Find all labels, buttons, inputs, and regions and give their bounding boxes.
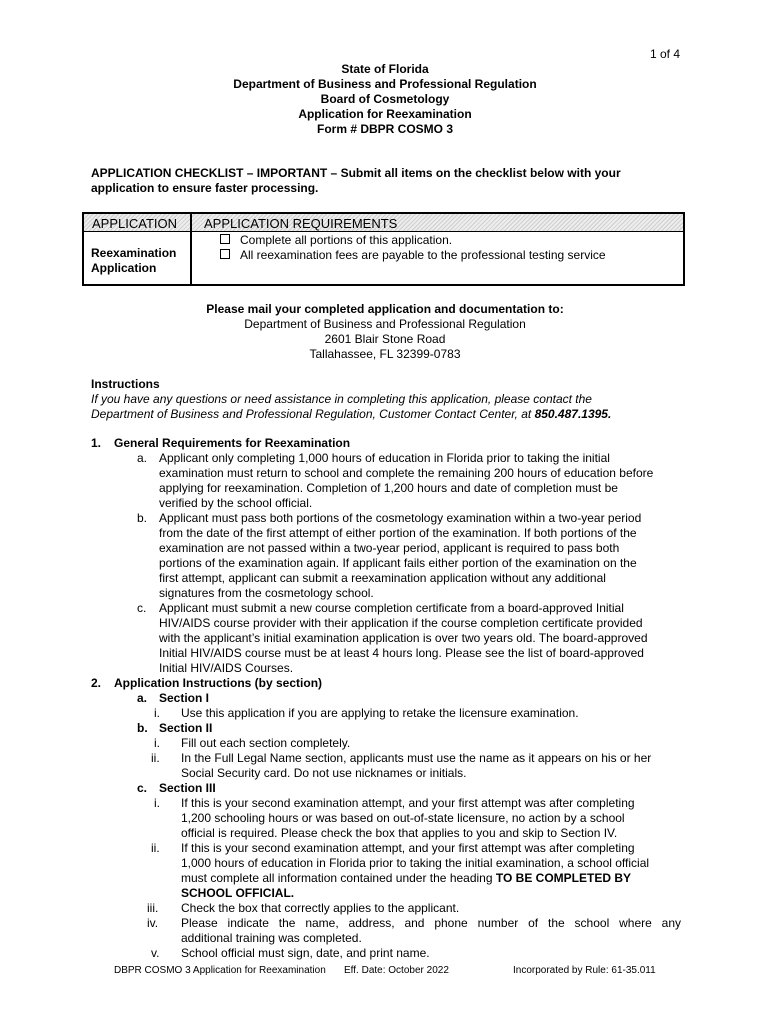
footer-rule: Incorporated by Rule: 61-35.011 [513,965,656,976]
section1-item-line: first attempt, applicant can submit a reexamination application without any additional [159,571,606,585]
section1-title: General Requirements for Reexamination [114,436,351,450]
roman-label: iii. [147,901,159,915]
section1-item-line: from the date of the first attempt of either portion of the examination. If both portions of the [159,526,637,540]
section2c-text: must complete all information contained under the heading [181,871,493,885]
instructions-heading: Instructions [91,377,160,391]
form-header [0,62,770,137]
section2c-title: Section III [159,781,216,795]
mail-line: Tallahassee, FL 32399-0783 [309,347,461,361]
section1-item-line: Applicant only completing 1,000 hours of education in Florida prior to taking the initial [159,451,610,465]
section1-item-line: Initial HIV/AIDS course must be at least 4 hours long. Please see the list of board-approved [159,646,644,660]
section2b-line: In the Full Legal Name section, applicants must use the name as it appears on his or her [181,751,652,765]
header-form-number: Form # DBPR COSMO 3 [316,122,454,136]
section2c-line [181,871,631,886]
section2-title: Application Instructions (by section) [114,676,323,690]
section2c-line: official is required. Please check the box that applies to you and skip to Section IV. [181,826,618,840]
section2c-line: Check the box that correctly applies to the applicant. [181,901,460,915]
section2b-label: b. [137,721,148,735]
section2b-line: Fill out each section completely. [181,736,351,750]
section2c-line: 1,000 hours of education in Florida prior to taking the initial examination, a school official [181,856,650,870]
footer-eff-date: Eff. Date: October 2022 [344,965,449,976]
section2c-line: If this is your second examination attempt, and your first attempt was after completing [181,841,635,855]
section1-item-line: with the applicant’s initial examination application is over two years old. The board-approved [159,631,648,645]
section2c-line: Please indicate the name, address, and phone number of the school where any [181,916,681,930]
checkbox-icon [220,249,230,259]
section1-item-label: a. [137,451,148,465]
mailing-address [0,302,770,362]
table-header-requirements: APPLICATION REQUIREMENTS [204,216,398,231]
section2c-line: SCHOOL OFFICIAL. [181,886,295,900]
requirement-text: Complete all portions of this application. [240,233,453,247]
table-header-application: APPLICATION [92,216,178,231]
section1-item-line: Initial HIV/AIDS Courses. [159,661,294,675]
section2a-title: Section I [159,691,210,705]
table-application-name [91,246,176,276]
section1-item-label: c. [137,601,147,615]
roman-label: iv. [147,916,159,930]
header-board: Board of Cosmetology [320,92,450,106]
table-divider [190,214,192,284]
requirement-item [220,248,606,263]
page-number: 1 of 4 [649,47,680,61]
section1-item-line: examination must return to school and complete the remaining 200 hours of education before [159,466,654,480]
section1-item-line: portions of the examination again. If applicant fails either portion of the examination on the [159,556,637,570]
section1-item-line: applying for reexamination. Completion of 1,200 hours and date of completion must be [159,481,618,495]
section1-item-line: Applicant must submit a new course completion certificate from a board-approved Initial [159,601,624,615]
header-department: Department of Business and Professional Regulation [233,77,537,91]
checklist-intro: APPLICATION CHECKLIST – IMPORTANT – Submit all items on the checklist below with your application to ensure faster processing. [91,166,621,195]
section2c-line: additional training was completed. [181,931,362,945]
section2c-label: c. [137,781,148,795]
requirement-text: All reexamination fees are payable to the professional testing service [240,248,606,262]
application-name-line: Application [91,261,157,275]
application-name-line: Reexamination [91,246,177,260]
section1-item-line: HIV/AIDS course provider with their application if the course completion certificate provided [159,616,643,630]
mail-line: Department of Business and Professional Regulation [244,317,526,331]
section1-item-line: verified by the school official. [159,496,313,510]
header-state: State of Florida [341,62,429,76]
section1-item-line: signatures from the cosmetology school. [159,586,374,600]
footer-form: DBPR COSMO 3 Application for Reexamination [114,965,326,976]
roman-label: ii. [151,751,160,765]
section2a-label: a. [137,691,148,705]
roman-label: i. [154,796,160,810]
section2a-line: Use this application if you are applying to retake the licensure examination. [181,706,579,720]
contact-phone: 850.487.1395. [534,407,612,421]
section2c-line: School official must sign, date, and print name. [181,946,430,960]
instructions-intro-line: If you have any questions or need assistance in completing this application, please contact the [91,392,592,406]
section1-item-label: b. [137,511,148,525]
header-application-title: Application for Reexamination [298,107,472,121]
instructions-intro-line [91,407,611,422]
checklist-table [82,212,685,286]
roman-label: v. [151,946,160,960]
section2b-line: Social Security card. Do not use nicknames or initials. [181,766,467,780]
section1-item-line: Applicant must pass both portions of the cosmetology examination within a two-year period [159,511,642,525]
checkbox-icon [220,234,230,244]
roman-label: i. [154,736,160,750]
section2c-line: If this is your second examination attempt, and your first attempt was after completing [181,796,635,810]
section2b-title: Section II [159,721,213,735]
section2-number: 2. [91,676,102,690]
roman-label: ii. [151,841,160,855]
section2c-bold-text: TO BE COMPLETED BY [495,871,631,885]
requirement-item [220,233,452,248]
mail-line: 2601 Blair Stone Road [324,332,446,346]
mail-heading: Please mail your completed application and documentation to: [206,302,564,316]
contact-text: Department of Business and Professional Regulation, Customer Contact Center, at [91,407,532,421]
section1-number: 1. [91,436,102,450]
roman-label: i. [154,706,160,720]
section1-item-line: examination are not passed within a two-year period, applicant is required to pass both [159,541,620,555]
section2c-line: 1,200 schooling hours or was based on out-of-state licensure, no action by a school [181,811,625,825]
